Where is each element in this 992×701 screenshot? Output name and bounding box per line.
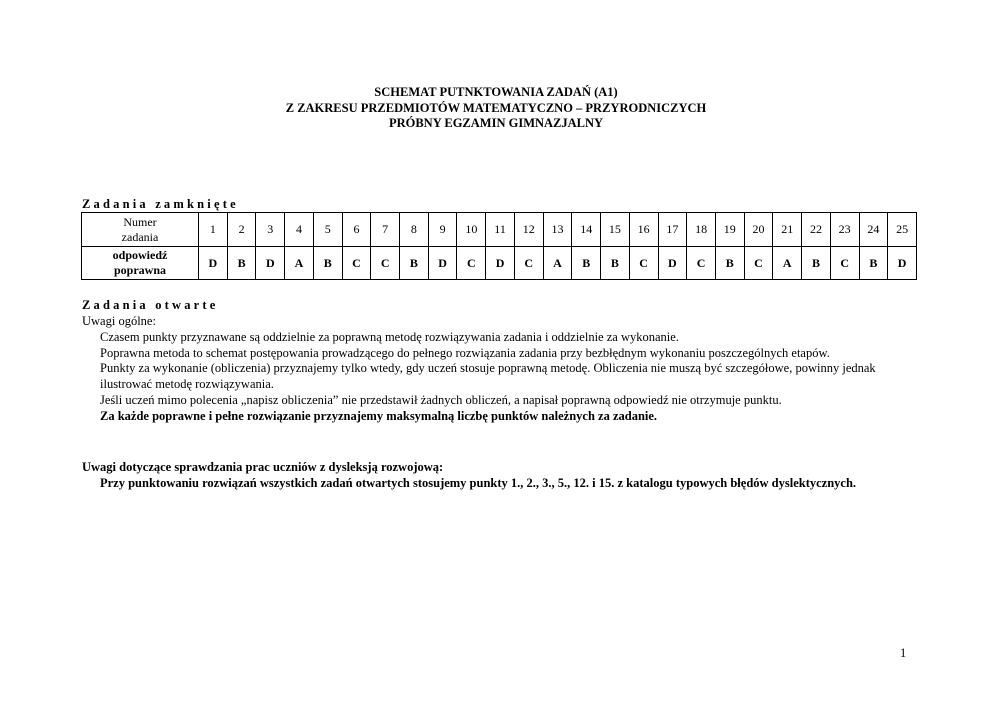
task-number-cell: 10 — [457, 213, 486, 247]
task-number-cell: 6 — [342, 213, 371, 247]
answer-cell: D — [199, 247, 228, 280]
answer-cell: A — [773, 247, 802, 280]
answer-cell: C — [457, 247, 486, 280]
answer-cell: C — [342, 247, 371, 280]
task-number-cell: 2 — [227, 213, 256, 247]
task-number-cell: 1 — [199, 213, 228, 247]
note-item: Poprawna metoda to schemat postępowania prowadzącego do pełnego rozwiązania zadania przy bezbłędnym wykonaniu poszczególnych etapów. — [100, 345, 830, 360]
answer-cell: C — [830, 247, 859, 280]
note-item: Jeśli uczeń mimo polecenia „napisz obliczenia” nie przedstawił żadnych obliczeń, a napisał poprawną odpowiedź nie otrzymuje punktu. — [100, 392, 782, 407]
answer-cell: B — [400, 247, 429, 280]
note-item: Punkty za wykonanie (obliczenia) przyznajemy tylko wtedy, gdy uczeń stosuje poprawną metodę. Obliczenia nie muszą być szczegółowe, powinny jednak ilustrować metodę rozwiązywania. — [100, 361, 876, 392]
header-line-3: PRÓBNY EGZAMIN GIMNAZJALNY — [388, 116, 604, 130]
task-number-label — [82, 213, 199, 247]
task-number-cell: 7 — [371, 213, 400, 247]
answer-cell: C — [371, 247, 400, 280]
note-item: Czasem punkty przyznawane są oddzielnie za poprawną metodę rozwiązywania zadania i oddzielnie za wykonanie. — [100, 329, 679, 344]
task-number-cell: 5 — [313, 213, 342, 247]
closed-tasks-heading: Zadania zamknięte — [82, 197, 239, 211]
answer-cell: B — [802, 247, 831, 280]
dyslexia-notes — [82, 460, 882, 492]
task-number-row — [82, 213, 917, 247]
answer-cell: B — [572, 247, 601, 280]
answer-cell: C — [687, 247, 716, 280]
answer-cell: D — [486, 247, 515, 280]
dyslexia-title: Uwagi dotyczące sprawdzania prac uczniów z dysleksją rozwojową: — [82, 460, 444, 474]
task-number-label-line-1: Numer — [123, 214, 157, 229]
answer-cell: C — [744, 247, 773, 280]
answer-cell: B — [313, 247, 342, 280]
task-number-cell: 25 — [888, 213, 917, 247]
answer-cell: B — [601, 247, 630, 280]
task-number-cell: 13 — [543, 213, 572, 247]
correct-answer-label-line-1: odpowiedź — [112, 248, 168, 262]
task-number-cell: 19 — [715, 213, 744, 247]
answer-cell: B — [859, 247, 888, 280]
answer-cell: A — [285, 247, 314, 280]
task-number-cell: 15 — [601, 213, 630, 247]
task-number-cell: 18 — [687, 213, 716, 247]
answer-cell: C — [629, 247, 658, 280]
correct-answer-label — [82, 247, 199, 280]
task-number-cell: 22 — [802, 213, 831, 247]
task-number-cell: 16 — [629, 213, 658, 247]
page-number: 1 — [900, 646, 907, 660]
task-number-cell: 23 — [830, 213, 859, 247]
answer-cell: B — [227, 247, 256, 280]
answer-cell: C — [514, 247, 543, 280]
open-tasks-heading: Zadania otwarte — [82, 298, 219, 312]
task-number-cell: 17 — [658, 213, 687, 247]
task-number-cell: 11 — [486, 213, 515, 247]
task-number-cell: 4 — [285, 213, 314, 247]
correct-answer-row — [82, 247, 917, 280]
task-number-cell: 9 — [428, 213, 457, 247]
task-number-cell: 14 — [572, 213, 601, 247]
task-number-cell: 12 — [514, 213, 543, 247]
task-number-cell: 21 — [773, 213, 802, 247]
header-line-1: SCHEMAT PUTNKTOWANIA ZADAŃ (A1) — [374, 85, 618, 99]
task-number-cell: 8 — [400, 213, 429, 247]
dyslexia-text: Przy punktowaniu rozwiązań wszystkich zadań otwartych stosujemy punkty 1., 2., 3., 5., 12. i 15. z katalogu typowych błędów dyslektycznych. — [100, 475, 857, 490]
answer-cell: D — [888, 247, 917, 280]
task-number-label-line-2: zadania — [121, 229, 159, 244]
bold-note: Za każde poprawne i pełne rozwiązanie przyznajemy maksymalną liczbę punktów należnych za zadanie. — [100, 408, 658, 423]
answer-key-table — [81, 212, 917, 280]
answer-cell: D — [256, 247, 285, 280]
task-number-cell: 20 — [744, 213, 773, 247]
answer-cell: D — [428, 247, 457, 280]
general-notes-label: Uwagi ogólne: — [82, 314, 156, 328]
general-notes — [82, 314, 882, 425]
document-header — [0, 85, 992, 132]
answer-cell: D — [658, 247, 687, 280]
header-line-2: Z ZAKRESU PRZEDMIOTÓW MATEMATYCZNO – PRZYRODNICZYCH — [285, 100, 707, 115]
correct-answer-label-line-2: poprawna — [113, 263, 166, 277]
task-number-cell: 24 — [859, 213, 888, 247]
answer-cell: B — [715, 247, 744, 280]
answer-cell: A — [543, 247, 572, 280]
task-number-cell: 3 — [256, 213, 285, 247]
